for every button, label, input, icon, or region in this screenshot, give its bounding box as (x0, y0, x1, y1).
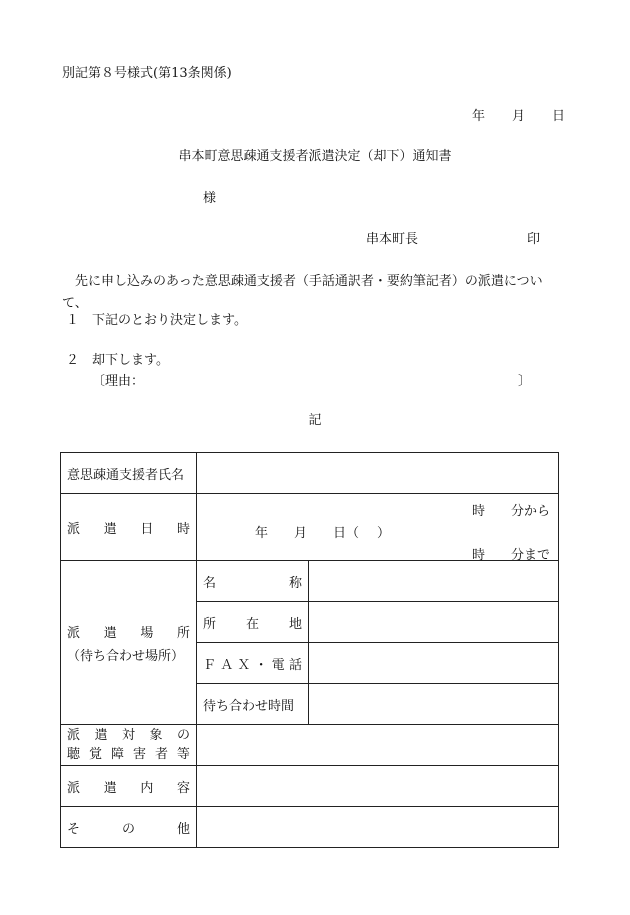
dispatch-target-field[interactable] (197, 725, 559, 766)
dispatch-place-sub: （待ち合わせ場所） (67, 648, 185, 664)
dispatch-datetime-field[interactable] (197, 494, 559, 561)
place-fax-tel-label: Ｆ Ａ Ｘ ・ 電 話 (197, 643, 309, 684)
place-name-label: 名 称 (197, 561, 309, 602)
option-reject: ２ 却下します。 (66, 353, 169, 368)
reason-close-bracket: 〕 (518, 374, 532, 389)
seal-mark: 印 (527, 232, 541, 247)
date-month-label: 月 (512, 109, 526, 124)
ki-heading: 記 (308, 413, 322, 428)
issuer-name: 串本町長 (366, 232, 419, 247)
document-title: 串本町意思疎通支援者派遣決定（却下）通知書 (178, 149, 452, 164)
dispatch-content-field[interactable] (197, 766, 559, 807)
date-line (472, 110, 565, 123)
meeting-time-field[interactable] (309, 684, 559, 725)
other-field[interactable] (197, 807, 559, 848)
reason-open-bracket: 〔理由： (92, 374, 145, 389)
dispatch-target-label: 派 遣 対 象 の 聴 覚 障 害 者 等 (61, 725, 197, 766)
meeting-time-label: 待ち合わせ時間 (197, 684, 309, 725)
dispatch-content-label: 派 遣 内 容 (61, 766, 197, 807)
dispatch-details-table (60, 452, 559, 848)
dispatch-datetime-label: 派 遣 日 時 (61, 494, 197, 561)
date-year-label: 年 (472, 109, 486, 124)
place-address-field[interactable] (309, 602, 559, 643)
supporter-name-label: 意思疎通支援者氏名 (61, 453, 197, 494)
place-address-label: 所 在 地 (197, 602, 309, 643)
other-label: そ の 他 (61, 807, 197, 848)
datetime-date: 年 月 日（ ） (255, 526, 391, 541)
place-fax-tel-field[interactable] (309, 643, 559, 684)
dispatch-place-label: 派 遣 場 所 （待ち合わせ場所） (61, 561, 197, 725)
option-approve: １ 下記のとおり決定します。 (66, 313, 247, 328)
date-day-label: 日 (552, 109, 566, 124)
addressee-suffix: 様 (203, 191, 217, 206)
datetime-to: 時 分まで (471, 548, 550, 563)
body-text: 先に申し込みのあった意思疎通支援者（手話通訳者・要約筆記者）の派遣について、 (62, 274, 543, 311)
place-name-field[interactable] (309, 561, 559, 602)
form-number: 別記第８号様式(第13条関係) (62, 66, 232, 81)
supporter-name-field[interactable] (197, 453, 559, 494)
datetime-from: 時 分から (471, 504, 550, 519)
